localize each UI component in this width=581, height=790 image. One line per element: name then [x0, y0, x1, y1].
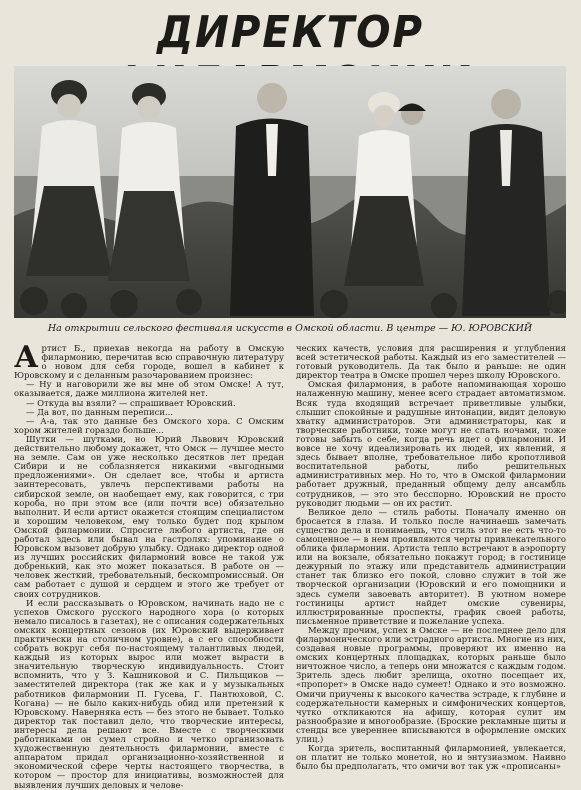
paragraph [14, 340, 284, 381]
paragraph: Омская филармония, в работе напоминающая хорошо налаженную машину, менее всего страдает автоматизмом. Всяк туда входящий встречает приветливые улыбки, слышит спокойные и радушные интонации, видит деловую хватку администраторов. Эти администраторы, как и творческие работники, тоже могут не спать ночами, тоже готовы забыть о себе, когда речь идет о филармонии. И вовсе не хочу идеализировать их людей, их явлений, я здесь бывает вполне, требовательное либо кропотливой воспитательной работы, либо решительных административных мер. Но то, что в Омской филармонии работает дружный, преданный общему делу ансамбль сотрудников, — это это бесспорно. Юровский не просто руководит людьми — он их растит. [296, 379, 566, 508]
article-title: ДИРЕКТОР [157, 7, 424, 58]
paragraph: — Да вот, по данным переписи... [26, 406, 174, 417]
paragraph: — Ну и наговорили же вы мне об этом Омске! А тут, оказывается, даже миллиона жителей нет. [14, 379, 284, 399]
article-column-left [14, 340, 284, 790]
drop-cap: А [14, 340, 39, 375]
paragraph: Между прочим, успех в Омске — не последнее дело для филармонического или эстрадного артиста. Многие из них, создавая новые программы, проверяют их именно на омских концертных площадках, которых раньше было ничтожное число, а теперь они множатся с каждым годом. Зритель здесь любит зрелища, охотно посещает их, «пропорет» в Омске надо сумеет! Однако и это возможно. Омичи приучены к высокого качества эстраде, к глубине и содержательности камерных и симфонических концертов, чутко откликаются на афишу, которая сулит им разнообразие и многообразие. (Броские рекламные щиты и стенды все увереннее вписываются в оформление омских улиц.) [296, 624, 566, 745]
festival-photo-illustration [14, 66, 566, 318]
paragraph: Великое дело — стиль работы. Поначалу именно он бросается в глаза. И только после начинаешь замечать существо дела и понимаешь, что стиль этот не есть что-то самоценное — в нем проявляются черты привлекательного облика филармонии. Артиста тепло встречают в аэропорту или на вокзале, обязательно покажут город; в гостинице дежурный по этажу или представитель администрации станет так близко его покой, словно служит в той же творческой организации (Юровский и его помощники и здесь сумели завоевать авторитет). В уютном номере гостиницы артист найдет омские сувениры, иллюстрированные проспекты, график своей работы, письменное приветствие и пожелание успеха. [296, 506, 566, 626]
photo-caption: На открытии сельского фестиваля искусств в Омской области. В центре — Ю. ЮРОВСКИЙ [47, 323, 533, 334]
paragraph: И если рассказывать о Юровском, начинать надо не с успехов Омского русского народного хора (о которых немало писалось в газетах), не с описания содержательных омских концертных сезонов (их Юровский выдерживает практически на столичном уровне), а с его способности собрать вокруг себя по-настоящему талантливых людей, каждый из которых вырос или может вырасти в значительную творческую индивидуальность. Стоит вспомнить, что у З. Кашниковой и С. Пильщиков — заместителей директора (так же как и у музыкальных работников филармонии П. Гусева, Г. Пантюховой, С. Когана) — не было каких-нибудь обид или претензий к Юровскому. Наверняка есть — без этого не бывает. Только директор так поставил дело, что творческие интересы, интересы дела решают все. Вместе с творческими работниками он сумел стройно и четко организовать художественную деятельность филармонии, вместе с аппаратом придал организационно-хозяйственной и экономической сфере черты настоящего творчества, в котором — простор для инициативы, возможностей для выявления лучших деловых и челове- [14, 597, 284, 790]
paragraph: Когда зритель, воспитанный филармонией, увлекается, он платит не только монетой, но и энтузиазмом. Наивно было бы предполагать, что омичи вот так уж «прописаны» [296, 743, 566, 772]
article-photo [14, 66, 566, 318]
paragraph: — Откуда вы взяли? — спрашивает Юровский. [26, 397, 236, 408]
paragraph-text: ртист Б., приехав некогда на работу в Омскую филармонию, перечитав всю справочную литературу о новом для себя городе, вошел в кабинет к Юровскому и с деланным разочарованием произнес: [14, 343, 284, 381]
paragraph: Шутки — шутками, но Юрий Львович Юровский действительно любому докажет, что Омск — лучшее место на земле. Сам он уже несколько десятков лет предан Сибири и не соблазняется никакими «выгодными предложениями». Он сделает все, чтобы и артиста заинтересовать, увлечь перспективами работы на сибирской земле, он наобещает ему, как говорится, с три короба, но при этом все (или почти все) обязательно выполнит. И если артист окажется стоящим специалистом и хорошим человеком, ему только будет под крылом Омской филармонии. Спросите любого артиста, где он работал здесь или бывал на гастролях: упоминание о Юровском вызовет добрую улыбку. Однако директор одной из лучших российских филармоний вовсе не такой уж добренький, как это может показаться. В работе он — человек жесткий, требовательный, бескомпромиссный. Он сам работает с душой и сердцем и этого же требует от своих сотрудников. [14, 433, 284, 599]
paragraph: ческих качеств, условия для расширения и углубления всей эстетической работы. Каждый из его заместителей — готовый руководитель. Да так было и раньше: не один директор театра в Омске прошел через школу Юровского. [296, 343, 566, 381]
paragraph: — А-а, так это данные без Омского хора. С Омским хором жителей гораздо больше... [14, 415, 284, 435]
article-column-right [296, 344, 566, 771]
